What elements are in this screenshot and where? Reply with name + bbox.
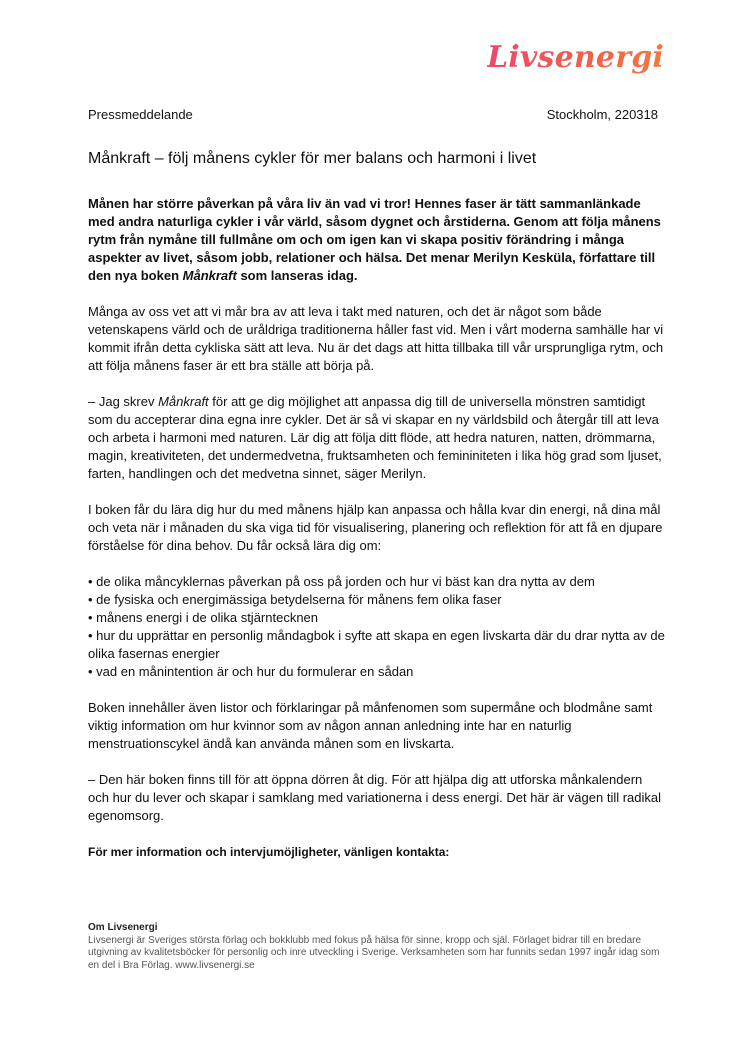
- article-body: [88, 195, 666, 879]
- contact-line: För mer information och intervjumöjligheter, vänligen kontakta:: [88, 845, 450, 859]
- lead-text-2: som lanseras idag.: [236, 268, 358, 283]
- doc-type: Pressmeddelande: [88, 107, 193, 122]
- lead-paragraph: [88, 195, 666, 285]
- list-item: • de olika måncyklernas påverkan på oss på jorden och hur vi bäst kan dra nytta av dem: [88, 574, 595, 589]
- lead-text-1: Månen har större påverkan på våra liv än vad vi tror! Hennes faser är tätt sammanlänkade med andra naturliga cykler i vår värld, såsom dygnet och årstiderna. Genom att följa månens rytm från nymåne till fullmåne om och om igen kan vi skapa positiv förändring i många aspekter av livet, såsom jobb, relationer och hälsa. Det menar Merilyn Kesküla, författare till den nya boken: [88, 196, 661, 283]
- topic-list: [88, 573, 666, 681]
- paragraph-3: Boken innehåller även listor och förklaringar på månfenomen som supermåne och blodmåne samt viktig information om hur kvinnor som av någon annan anledning inte har en naturlig menstruationscykel ändå kan använda månen som en livskarta.: [88, 700, 653, 751]
- about-title: Om Livsenergi: [88, 922, 158, 933]
- lead-book-title: Månkraft: [182, 268, 237, 283]
- quote1-text-2: för att ge dig möjlighet att anpassa dig till de universella mönstren samtidigt som du accepterar dina egna inre cykler. Det är så vi skapar en ny världsbild och återgår till att leva och arbeta i harmoni med naturen. Lär dig att följa ditt flöde, att hedra naturen, natten, drömmarna, magin, kreativiteten, det undermedvetna, fruktsamheten och femininiteten i lika hög grad som ljuset, farten, handlingen och det medvetna sinnet, säger Merilyn.: [88, 394, 662, 481]
- quote1-book-title: Månkraft: [158, 394, 209, 409]
- list-item: • vad en månintention är och hur du formulerar en sådan: [88, 664, 414, 679]
- list-item: • hur du upprättar en personlig måndagbok i syfte att skapa en egen livskarta där du drar nytta av de olika fasernas energier: [88, 628, 665, 661]
- quote1-text-1: – Jag skrev: [88, 394, 159, 409]
- list-item: • de fysiska och energimässiga betydelserna för månens fem olika faser: [88, 592, 502, 607]
- about-section: [88, 922, 668, 972]
- quote-paragraph-2: – Den här boken finns till för att öppna dörren åt dig. För att hjälpa dig att utforska månkalendern och hur du lever och skapar i samklang med variationerna i dess energi. Det här är vägen till radikal egenomsorg.: [88, 772, 662, 823]
- about-text: Livsenergi är Sveriges största förlag och bokklubb med fokus på hälsa för sinne, kropp och själ. Förlaget bidrar till en bredare utgivning av kvalitetsböcker för personlig och inre utveckling i Sverige. Verksamheten som har funnits sedan 1997 ingår idag som en del i Bra Förlag. www.livsenergi.se: [88, 934, 660, 971]
- document-header: [88, 107, 658, 122]
- page-title: Månkraft – följ månens cykler för mer balans och harmoni i livet: [88, 150, 537, 167]
- paragraph-2: I boken får du lära dig hur du med månens hjälp kan anpassa och hålla kvar din energi, nå dina mål och veta när i månaden du ska viga tid för visualisering, planering och reflektion för att få en djupare förståelse för dina behov. Du får också lära dig om:: [88, 502, 663, 553]
- quote-paragraph-1: [88, 393, 666, 483]
- paragraph-1: Många av oss vet att vi mår bra av att leva i takt med naturen, och det är något som både vetenskapens värld och de uråldriga traditionerna håller fast vid. Men i vårt moderna samhälle har vi kommit ifrån detta cykliska sätt att leva. Nu är det dags att hitta tillbaka till vår ursprungliga rytm, och att följa månens faser är ett bra ställe att börja på.: [88, 304, 664, 373]
- list-item: • månens energi i de olika stjärntecknen: [88, 610, 319, 625]
- place-date: Stockholm, 220318: [546, 107, 658, 122]
- livsenergi-logo: Livsenergi: [487, 40, 664, 75]
